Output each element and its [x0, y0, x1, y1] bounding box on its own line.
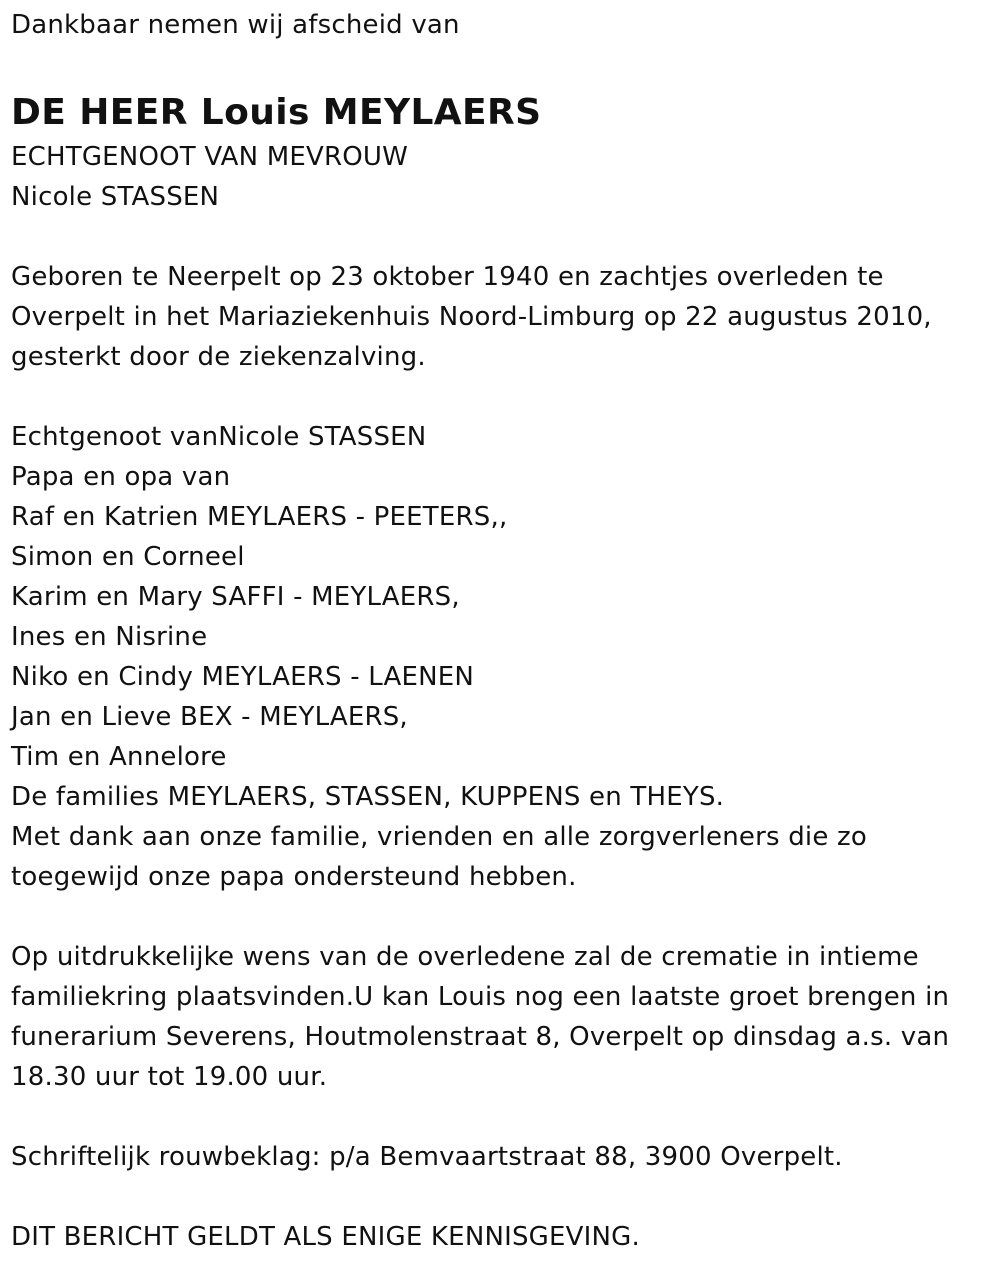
family-line: Raf en Katrien MEYLAERS - PEETERS,,	[11, 502, 508, 532]
intro-text: Dankbaar nemen wij afscheid van	[11, 10, 460, 40]
spacer	[11, 217, 1000, 257]
obituary-document	[0, 5, 1000, 1269]
family-line: Papa en opa van	[11, 462, 231, 492]
family-list	[11, 417, 1000, 897]
spouse-line-1: ECHTGENOOT VAN MEVROUW	[11, 142, 409, 172]
paragraph-line: 18.30 uur tot 19.00 uur.	[11, 1062, 328, 1092]
paragraph-line: familiekring plaatsvinden.U kan Louis nog een laatste groet brengen in	[11, 982, 950, 1012]
birth-death-paragraph	[11, 257, 1000, 377]
family-line: De families MEYLAERS, STASSEN, KUPPENS en THEYS.	[11, 782, 725, 812]
deceased-name-title: DE HEER Louis MEYLAERS	[11, 92, 542, 133]
family-line: Simon en Corneel	[11, 542, 245, 572]
spacer	[11, 45, 1000, 89]
family-line: Karim en Mary SAFFI - MEYLAERS,	[11, 582, 460, 612]
family-line: Tim en Annelore	[11, 742, 227, 772]
family-line: toegewijd onze papa ondersteund hebben.	[11, 862, 577, 892]
spouse-line-2: Nicole STASSEN	[11, 182, 220, 212]
paragraph-line: Overpelt in het Mariaziekenhuis Noord-Limburg op 22 augustus 2010,	[11, 302, 932, 332]
spacer	[11, 1177, 1000, 1217]
spacer	[11, 377, 1000, 417]
paragraph-line: Op uitdrukkelijke wens van de overledene zal de crematie in intieme	[11, 942, 919, 972]
family-line: Jan en Lieve BEX - MEYLAERS,	[11, 702, 408, 732]
paragraph-line: gesterkt door de ziekenzalving.	[11, 342, 426, 372]
spacer	[11, 897, 1000, 937]
ceremony-paragraph	[11, 937, 1000, 1097]
family-line: Ines en Nisrine	[11, 622, 208, 652]
notice-text: DIT BERICHT GELDT ALS ENIGE KENNISGEVING.	[11, 1222, 640, 1252]
family-line: Niko en Cindy MEYLAERS - LAENEN	[11, 662, 475, 692]
family-line: Met dank aan onze familie, vrienden en alle zorgverleners die zo	[11, 822, 867, 852]
spacer	[11, 1097, 1000, 1137]
condolence-address: Schriftelijk rouwbeklag: p/a Bemvaartstraat 88, 3900 Overpelt.	[11, 1142, 843, 1172]
paragraph-line: funerarium Severens, Houtmolenstraat 8, Overpelt op dinsdag a.s. van	[11, 1022, 950, 1052]
family-line: Echtgenoot vanNicole STASSEN	[11, 422, 427, 452]
paragraph-line: Geboren te Neerpelt op 23 oktober 1940 en zachtjes overleden te	[11, 262, 884, 292]
